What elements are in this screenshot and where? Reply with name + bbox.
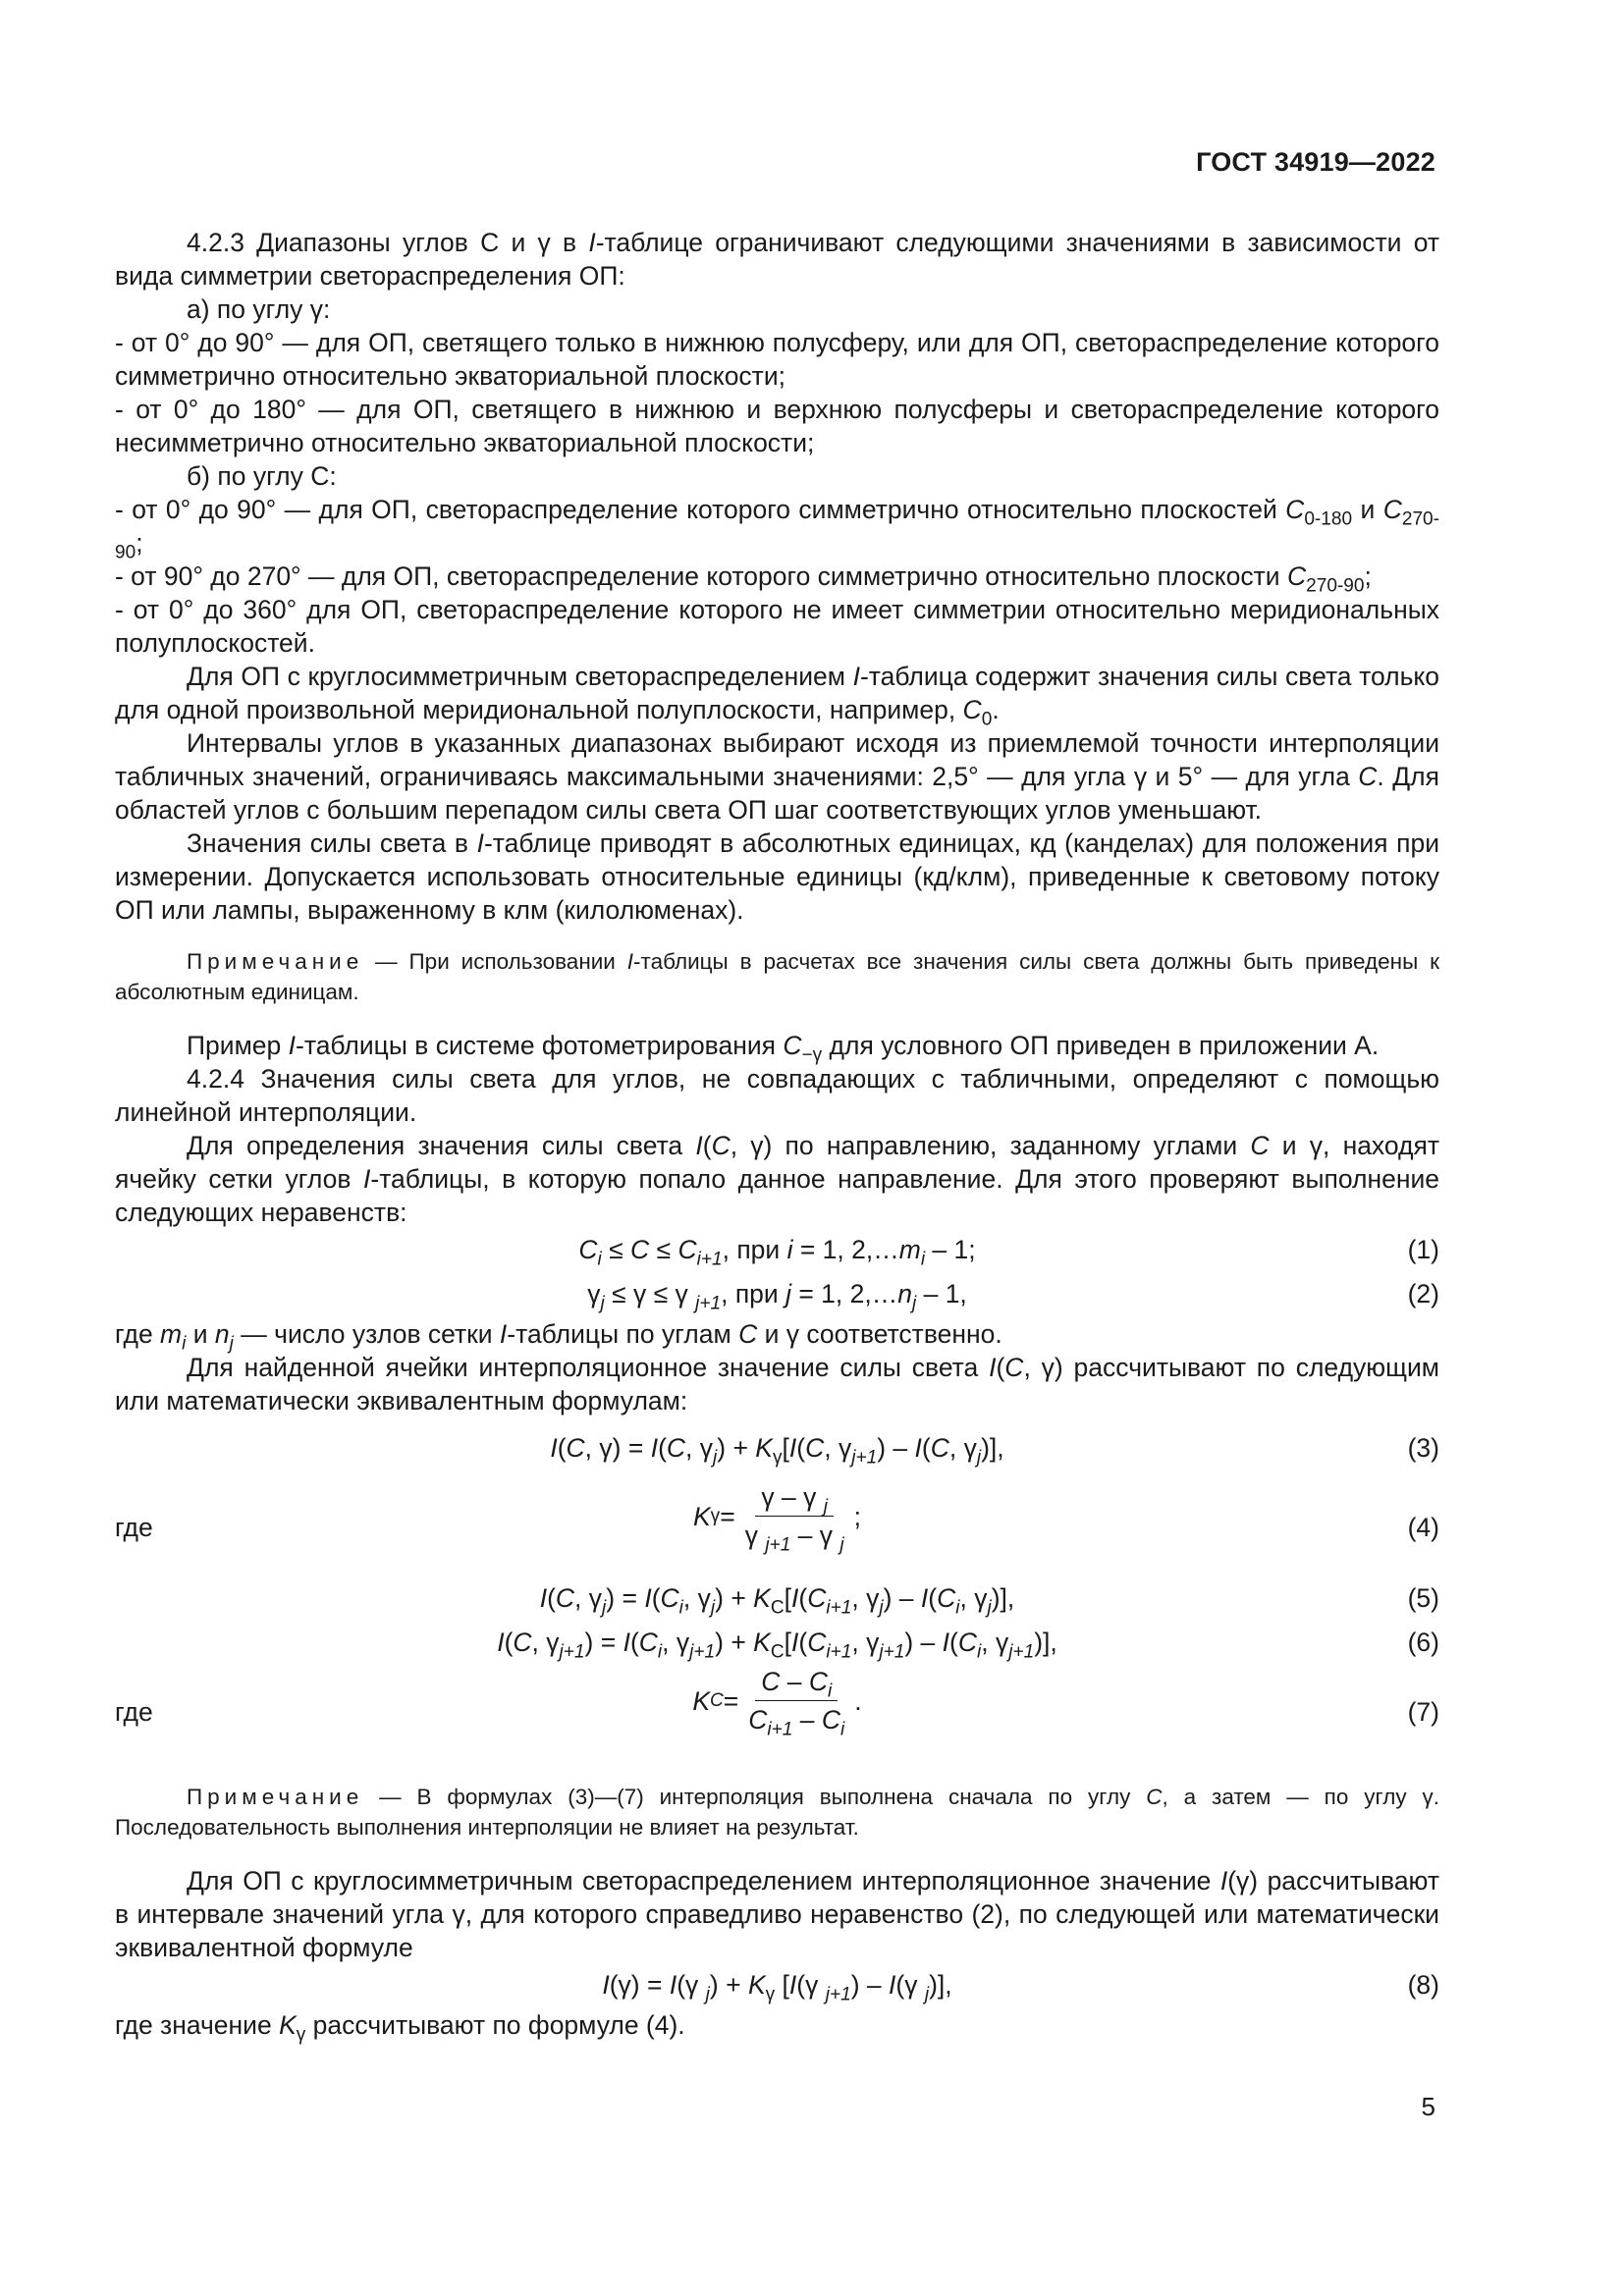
list-item-c-270: - от 90° до 270° — для ОП, светораспределение которого симметрично относительно плоскости $C_{270-90}$; <box>115 561 1372 597</box>
paragraph-grid-cell: Для определения значения силы света I(C, γ) по направлению, заданному углами C и γ, находят ячейку сетки углов I-таблицы, в которую попало данное направление. Для этого проверяют выполнение следующих неравенств: <box>115 1131 1440 1227</box>
formula-5-number: (5) <box>1407 1583 1439 1613</box>
page-content <box>115 226 1440 2046</box>
formula-2-expression: $\gamma_j \le \gamma \le \gamma$ $_{j+1}$, при j = 1, $2,\dots n_j - 1$, <box>587 1279 967 1314</box>
paragraph-4-2-3: 4.2.3 Диапазоны углов С и γ в I-таблице ограничивают следующими значениями в зависимости от вида симметрии светораспределения ОП: <box>115 228 1439 291</box>
paragraph-where-k-gamma: где значение $K_\gamma$ рассчитывают по формуле (4). <box>115 2010 685 2046</box>
note-interpolation-order: Примечание — В формулах (3)—(7) интерполяция выполнена сначала по углу С, а затем — по углу γ. Последовательность выполнения интерполяции не влияет на результат. <box>115 1785 1439 1840</box>
paragraph-4-2-4: 4.2.4 Значения силы света для углов, не совпадающих с табличными, определяют с помощью линейной интерполяции. <box>115 1064 1439 1127</box>
formula-7-number: (7) <box>1407 1697 1439 1727</box>
formula-2 <box>115 1273 1439 1317</box>
formula-4-expression: K γ = $\frac{\gamma - \gamma _j}{\gamma _{j+1} - \gamma _j}$ ; <box>692 1482 862 1556</box>
formula-3-number: (3) <box>1407 1433 1439 1463</box>
paragraph-example: Пример I-таблицы в системе фотометрирования $C_{-\gamma}$ для условного ОП приведен в приложении А. <box>187 1031 1380 1066</box>
formula-1 <box>115 1229 1439 1273</box>
formula-8-expression: I(γ) = I(γ $_j) + K_\gamma$ [I(γ $_{j+1}$) – I(γ $_j$)], <box>602 1970 952 2005</box>
formula-6-number: (6) <box>1407 1628 1439 1657</box>
paragraph-units: Значения силы света в I-таблице приводят в абсолютных единицах, кд (канделах) для положения при измерении. Допускается использовать относительные единицы (кд/клм), приведенные к световому потоку ОП или лампы, выраженному в клм (килолюменах). <box>115 828 1440 925</box>
formula-4-fraction: $\frac{\gamma - \gamma _j}{\gamma _{j+1} - \gamma _j}$ <box>744 1482 844 1556</box>
list-item-gamma-90: - от 0° до 90° — для ОП, светящего только в нижнюю полусферу, или для ОП, светораспределение которого симметрично относительно экваториальной плоскости; <box>115 328 1439 391</box>
paragraph-found-cell: Для найденной ячейки интерполяционное значение силы света I(C, γ) рассчитывают по следующим или математически эквивалентным формулам: <box>115 1353 1439 1415</box>
paragraph-round-symmetric: Для ОП с круглосимметричным светораспределением I-таблица содержит значения силы света только для одной произвольной меридиональной полуплоскости, например, $C_0$. <box>115 662 1440 730</box>
page-number: 5 <box>1421 2092 1435 2121</box>
formula-5 <box>115 1577 1439 1622</box>
list-item-gamma-180: - от 0° до 180° — для ОП, светящего в нижнюю и верхнюю полусферы и светораспределение которого несимметрично относительно экваториальной плоскости; <box>115 395 1439 457</box>
formula-7-expression: K C = $\frac{C - C_i}{C_{i+1} - C_i}$ . <box>692 1667 862 1740</box>
formula-1-expression: $C_i \le C \le C_{i+1}$, при i = 1, $2,\dots m_i - 1$; <box>578 1235 976 1270</box>
formula-6-expression: I(C, $\gamma_{j+1}) = I(C_i$, $\gamma_{j+1}) + K_C[I(C_{i+1}$, $\gamma_{j+1}) - I(C_i$, $\gamma_{j+1}$)], <box>497 1628 1057 1663</box>
paragraph-where-nodes: где $m_i$ и $n_j$ — число узлов сетки I-таблицы по углам C и γ соответственно. <box>115 1319 1002 1355</box>
formula-4-number: (4) <box>1407 1513 1439 1542</box>
formula-3-expression: I(C, γ) = I(C, $\gamma_j) + K_\gamma[I(C$, $\gamma_{j+1}) - I(C$, $\gamma_j$)], <box>550 1433 1004 1468</box>
list-item-b: б) по углу С: <box>187 461 337 491</box>
paragraph-round-interpolation: Для ОП с круглосимметричным светораспределением интерполяционное значение I(γ) рассчитывают в интервале значений угла γ, для которого справедливо неравенство (2), по следующей или математически эквивалентной формуле <box>115 1866 1439 1962</box>
list-item-c-360: - от 0° до 360° для ОП, светораспределение которого не имеет симметрии относительно меридиональных полуплоскостей. <box>115 595 1439 658</box>
formula-6 <box>115 1622 1439 1666</box>
formula-5-expression: I(C, $\gamma_j) = I(C_i$, $\gamma_j) + K_C[I(C_{i+1}$, $\gamma_j) - I(C_i$, $\gamma_j$)], <box>539 1583 1015 1619</box>
formula-2-number: (2) <box>1407 1279 1439 1308</box>
note-absolute-units: Примечание — При использовании I-таблицы в расчетах все значения силы света должны быть приведены к абсолютным единицам. <box>115 949 1439 1004</box>
formula-7-where-label: где <box>115 1697 153 1727</box>
list-item-a: а) по углу γ: <box>187 294 331 324</box>
list-item-c-90: - от 0° до 90° — для ОП, светораспределение которого симметрично относительно плоскостей $C_{0-180}$ и $C_{270-90}$; <box>115 495 1440 563</box>
formula-7-fraction: $\frac{C - C_i}{C_{i+1} - C_i}$ <box>748 1667 845 1740</box>
document-code-header: ГОСТ 34919—2022 <box>1196 147 1435 177</box>
formula-8-number: (8) <box>1407 1970 1439 2000</box>
paragraph-angle-intervals: Интервалы углов в указанных диапазонах выбирают исходя из приемлемой точности интерполяции табличных значений, ограничиваясь максимальными значениями: 2,5° — для угла γ и 5° — для угла С. Для областей углов с большим перепадом силы света ОП шаг соответствующих углов уменьшают. <box>115 728 1439 825</box>
formula-4-where-label: где <box>115 1513 153 1542</box>
formula-7 <box>115 1666 1439 1762</box>
formula-4 <box>115 1481 1439 1577</box>
formula-1-number: (1) <box>1407 1235 1439 1264</box>
formula-8 <box>115 1964 1439 2008</box>
formula-3 <box>115 1427 1439 1471</box>
